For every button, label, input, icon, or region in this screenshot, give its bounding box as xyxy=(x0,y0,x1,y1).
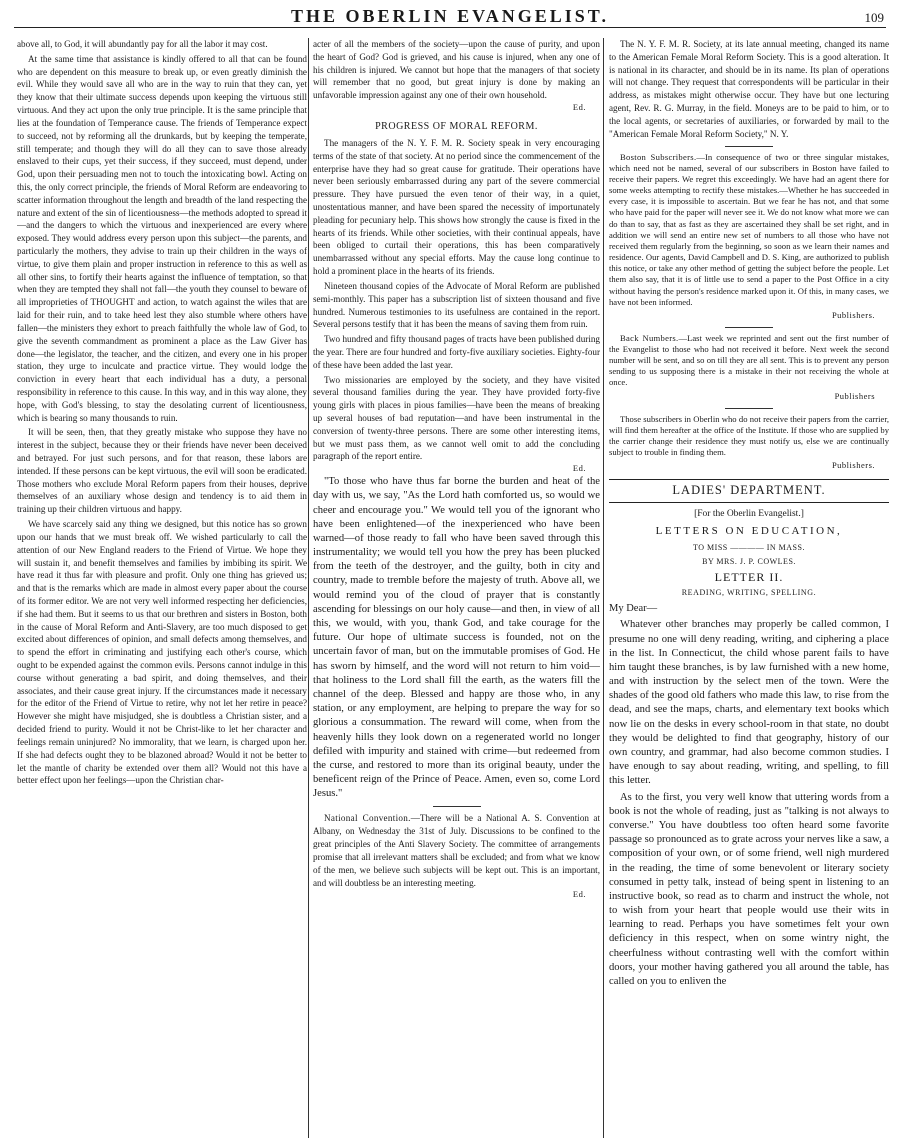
header-rule xyxy=(14,27,886,28)
notice-paragraph xyxy=(609,152,889,308)
quote-paragraph: "To those who have thus far borne the burden and heat of the day with us, we say, "As the Lord hath comforted us, so would we cheer and encourage you." We would tell you of the ignorant who have been enlightened—of the inexperienced who have been warned—of those ready to fall who have been saved through this instrumentality; we would tell you how the prey has been plucked from the teeth of the destroyer, and the guilty, both in city and country, made to tremble before the majesty of truth. Above all, we would remind you of the cloud of prayer that is constantly ascending for blessings on our holy cause—and then, in view of all this, we would, with you, thank God, and take courage for the future. Our hope of ultimate success is founded, not on the uncertain favor of man, but on the immutable promises of God. He has sworn by himself, and the word will not return to him void—that holiness to the Lord shall fill the earth, as the waters fill the channel of the deep. Blessed and happy are those who, in any station, or any employment, are helping to prepare the way for so glorious a consummation. The reward will come, when from the heavenly hills they look down on a regenerated world no longer defiled with impurity and stained with crime—but redeemed from the curse, and restored to more than its original beauty, under the beneficent reign of the Prince of Peace. Amen, even so, come Lord Jesus." xyxy=(313,476,600,800)
article-paragraph: Two hundred and fifty thousand pages of tracts have been published during the year. There are four hundred and forty-five auxiliary societies. Eighty-four of these have been added the last year. xyxy=(313,334,600,370)
masthead xyxy=(14,3,886,27)
letter-subjects: READING, WRITING, SPELLING. xyxy=(681,588,817,598)
article-paragraph: We have scarcely said any thing we designed, but this notice has so grown upon our hands that we must break off. We wished particularly to call the attention of our New England readers to the Friend of Virtue. We hope they will sustain it, and benefit themselves and families by imbibing its spirit. We have read it thus far with pleasure and profit. Only one thing has grieved us; and that is the remarks which are made in almost every paper about the course of its former editor. We are not very well informed respecting her deficiencies, if she had them. But it seems to us that our brethren and sisters in Boston, both in the cause of Moral Reform and Anti-Slavery, are too much disposed to get excited about differences of opinion, and small defects among themselves, and to spend the effort in criminating and justifying each other's course, which ought to be expended against the common evils. Persons cannot indulge in this course without generating a bad spirit, and doing themselves, and their associates, and their cause great injury. If the circumstances made it necessary for the editor of the Friend of Virtue to retire, why not let her retire in peace? However she might have misjudged, she is doubtless a Christian sister, and a decided friend to purity. Would it not be Christ-like to let her character and feelings remain uninjured? No immorality, that we learn, is charged upon her. If she had defects ought they to be blazoned abroad? Would it not be better to let the mantle of charity be extended over them all? Would not this have a better effect upon her feelings—upon the Christian char- xyxy=(17,519,307,786)
notice-paragraph xyxy=(313,812,600,889)
newspaper-title: THE OBERLIN EVANGELIST. xyxy=(291,6,609,26)
editor-signature: Ed. xyxy=(572,102,586,113)
for-line: [For the Oberlin Evangelist.] xyxy=(694,508,804,519)
notice-text: —In consequence of two or three singular mistakes, which need not be named, several of our subscribers in Boston have failed to receive their papers. We regret this exceedingly. We have had an agent there for some weeks attempting to rectify these mistakes.—Whether he has succeeded in every case, it is impossible to ascertain. But we fear he has not, and that some who have paid for the paper will never see it. We do not know what more we can do than to say, that as fast as they are ascertained they shall be set right, and in addition we will send an entire new set of numbers to all those who have not received them regularly from the beginning, so soon as we learn their names and residence. Our agents, David Campbell and D. S. King, are authorized to publish this notice, or take any other method of getting the subject before the people. Let them also say, that it is of little use to send a paper to the Post Office in a city without having the person's residence marked upon it. Of this, in many cases, we have not been informed. xyxy=(609,151,889,307)
ladies-department-heading: LADIES' DEPARTMENT. xyxy=(609,479,889,503)
addressee-line: TO MISS ———— IN MASS. xyxy=(693,543,805,553)
short-rule xyxy=(433,806,481,807)
notice-lead: Boston Subscribers. xyxy=(620,151,697,162)
page-number: 109 xyxy=(864,10,884,25)
byline: BY MRS. J. P. COWLES. xyxy=(702,556,796,566)
notice-lead: Back Numbers. xyxy=(620,332,679,343)
notice-lead: National Convention. xyxy=(324,813,411,824)
letter-paragraph: As to the first, you very well know that uttering words from a book is not the whole of reading, just as "talking is not always to converse." You have doubtless too often heard some favorite passage so pronounced as to grate across your nerves like a saw, a composition of your own, or of some friend, well nigh murdered in the reading, the time of some benevolent or literary society consumed in petty talk, instead of being spent in listening to an instructive book, so read as to charm and instruct the whole, not to wish from your heart that people would use their wits in learning to read. Perhaps you have sometimes felt your own deficiency in this respect, when on some wintry night, the cheerfulness without contrasting well with the comfort within doors, your mother having gathered you all around the table, has called on you to enliven the xyxy=(609,791,889,988)
letters-title: LETTERS ON EDUCATION, xyxy=(655,524,843,537)
column-3 xyxy=(609,38,889,1140)
article-paragraph: At the same time that assistance is kindly offered to all that can be found who are dependent on this measure to break up, or even greatly diminish the evil. While they would save all who are in the way to ruin that they can, yet they know that their ultimate success depends upon keeping the virtuous still virtuous. And they act upon the only true principle. It is the same principle that lies at the foundation of Temperance cause. The friends of Temperance expect to succeed, not by reforming all the drunkards, but by keeping the temperate, still temperate; and though they will do all they can to save those already enslaved to their cups, yet their success, if they succeed, must depend, under God, upon their persuading men not to touch the intoxicating bowl. Acting on this, the only correct principle, the friends of Moral Reform are endeavoring to scatter information throughout the length and breadth of the land respecting the nature and extent of the sin of licentiousness—the methods adopted to spread it—and the dangers to which the virtuous and inexperienced are every where exposed. They would address every person upon this subject—the parents, and particularly the mothers, they advise to train up their children in the ways of virtue, to give them plain and proper instruction in reference to this as well as all other sins, to fortify their hearts against the influence of temptation, so that when they are tempted they shall not fall—the youth they counsel to beware of all improprieties of THOUGHT and action, to watch against the wiles that are laid for their ruin, and to take heed lest they also stumble where others have fallen—the ministers they exhort to preach faithfully the whole law of God, to give the seventh commandment as prominent a place as the Law Giver has done—the legislator, the teacher, and the citizen, and every one in his proper station, they urge to inculcate and practice virtue. They would lodge the conviction in every heart that each individual has a duty, a personal responsibility in reference to this cause. In this way, and in this way alone, they hope, with God's blessing, to stay the desolating current of licentiousness, which is bearing so many thousands to ruin. xyxy=(17,53,307,423)
article-paragraph: above all, to God, it will abundantly pay for all the labor it may cost. xyxy=(17,39,268,49)
short-rule xyxy=(725,327,773,328)
article-paragraph: It will be seen, then, that they greatly mistake who suppose they have no interest in the subject, because they or their friends have never been deceived and betrayed. For just such persons, and for that reason, these labors are intended. If these persons can be kept virtuous, the evil will soon be eradicated. Those mothers who exclude Moral Reform papers from their houses, deprive themselves of an auxiliary whose design and tendency is to aid them in training up their children virtuous and happy. xyxy=(17,427,307,515)
letter-number: LETTER II. xyxy=(714,569,784,584)
editor-signature: Ed. xyxy=(572,463,586,474)
article-paragraph: Two missionaries are employed by the society, and they have visited several thousand families during the year. They have provided forty-five young girls with places in pious families—have been the means of breaking up several houses of bad reputation—and have been instrumental in the conversion of twenty-three persons. There are some other interesting items, but we must pass them, as we cannot well omit to add the concluding paragraph of the report entire. xyxy=(313,374,600,462)
notice-paragraph xyxy=(609,333,889,389)
publishers-signature: Publishers. xyxy=(831,309,875,320)
notice-text: —Last week we reprinted and sent out the first number of the Evangelist to those who had not received it before. Next week the second number will be sent, and so on till they are all sent. This is to prevent any person sending to us supposing there is a mistake in their not receiving the whole at once. xyxy=(609,332,889,388)
salutation: My Dear— xyxy=(609,602,658,614)
editor-signature: Ed. xyxy=(572,889,586,900)
section-heading: PROGRESS OF MORAL REFORM. xyxy=(375,120,538,132)
letter-paragraph: Whatever other branches may properly be called common, I presume no one will deny reading, writing, and ciphering a place in the list. In Connecticut, the child whose parent fails to have him taught these branches, is by law furnished with a new home, and with instruction by the select men of the town. Were the shades of the good old fathers who made this law, to rise from the dead, and see the maps, charts, and elementary text books which now lie on the desks in every school-room in that state, no doubt they would be delighted to find that geography, history of our own country, and grammar, had also become common studies. I have enough to say about reading, writing, and spelling, to fill this letter. xyxy=(609,619,889,787)
column-divider xyxy=(603,38,604,1138)
notice-paragraph: Those subscribers in Oberlin who do not receive their papers from the carrier, will find them hereafter at the office of the Institute. If those who are supplied by the carrier change their residence they must notify us, else we are continually subject to trouble in finding them. xyxy=(609,413,889,458)
article-paragraph: The managers of the N. Y. F. M. R. Society speak in very encouraging terms of the state of that society. At no period since the commencement of the enterprise have they had so great cause for gratitude. Their operations have never been seriously embarrassed during any part of the severe commercial pressure. They have pursued the even tenor of their way, in a quiet, unostentatious manner, and have been spared the necessity of importunately pleading for pecuniary help. This shows how strongly the cause is fixed in the hearts of its friends. While other societies, with their continual appeals, have been obliged to curtail their operations, this has been comparatively unembarrassed without any special efforts. May the cause long continue to hold a prominent place in the hearts of its friends. xyxy=(313,137,600,277)
notice-text: —There will be a National A. S. Convention at Albany, on Wednesday the 31st of July. Discussions to be confined to the great principles of the Anti Slavery Society. The committee of arrangements promise that all irrelevant matters shall be excluded; and from what we know of the men, we believe such subjects will be kept out. This is an important, and will doubtless be an interesting meeting. xyxy=(313,813,600,888)
article-paragraph: The N. Y. F. M. R. Society, at its late annual meeting, changed its name to the American Female Moral Reform Society. This is a good alteration. It is national in its character, and should be in its name. Its plan of operations will not change. They request that correspondents will be particular in their address, as mistakes might otherwise occur. They have but one lecturing agent, Rev. R. G. Murray, in the field. Moneys are to be paid to him, or to the local agents, or secretaries of auxiliaries, or forwarded by mail to the "American Female Moral Reform Society," N. Y. xyxy=(609,39,889,139)
article-paragraph: Nineteen thousand copies of the Advocate of Moral Reform are published semi-monthly. This paper has a subscription list of sixteen thousand and five hundred. Numerous testimonies to its usefulness are contained in the report. Several persons testify that it has been the means of saving them from ruin. xyxy=(313,280,600,330)
column-divider xyxy=(308,38,309,1138)
short-rule xyxy=(725,408,773,409)
publishers-signature: Publishers. xyxy=(831,460,875,471)
publishers-signature: Publishers xyxy=(834,390,875,401)
column-1 xyxy=(17,38,307,1140)
article-paragraph: acter of all the members of the society—upon the cause of purity, and upon the heart of God? God is grieved, and his cause is injured, when any one of his children is injured. We cannot but hope that the managers of that society will remember that no good, but great injury is done by making an unfavorable impression against any one of their own household. xyxy=(313,39,600,101)
column-2 xyxy=(313,38,600,1140)
short-rule xyxy=(725,146,773,147)
